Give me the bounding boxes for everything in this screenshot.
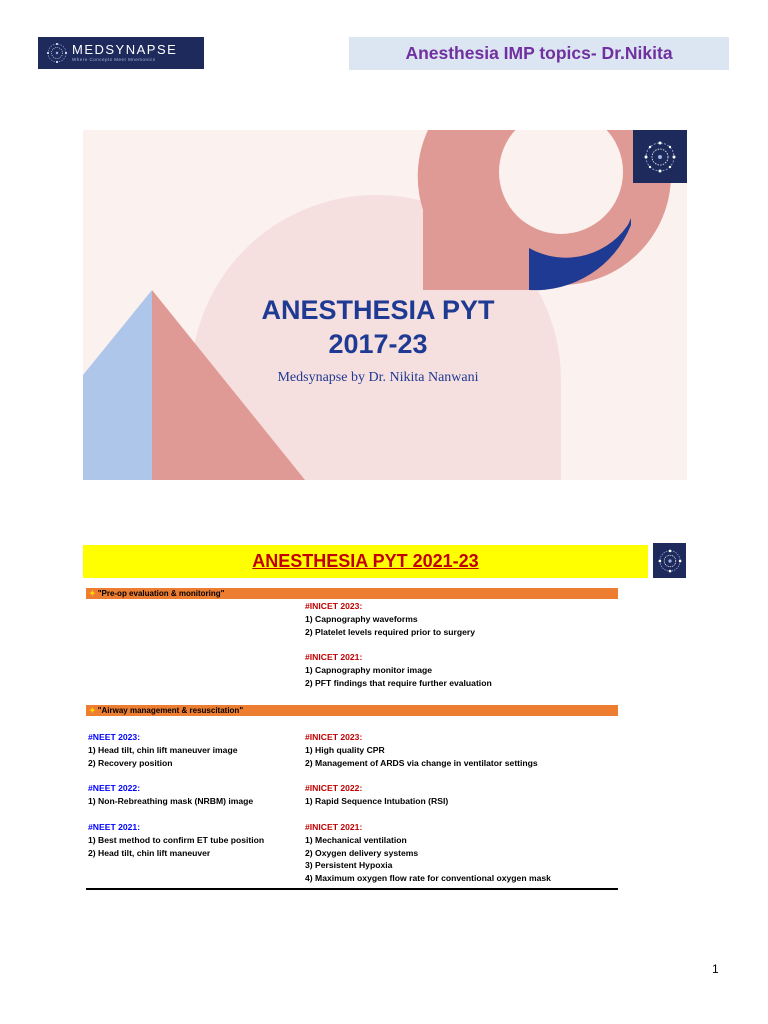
category-label: "Airway management & resuscitation": [97, 706, 244, 715]
brand-name: MEDSYNAPSE: [72, 42, 178, 57]
topic-item: 1) Best method to confirm ET tube position: [88, 834, 265, 845]
network-emblem-icon: [657, 548, 683, 574]
medsynapse-logo: [38, 37, 204, 69]
exam-heading: #NEET 2021:: [88, 821, 141, 832]
exam-heading: #INICET 2021:: [305, 652, 363, 663]
topic-item: 1) High quality CPR: [305, 744, 385, 755]
topic-item: 1) Capnography monitor image: [305, 665, 433, 676]
title-slide: [83, 130, 687, 480]
topic-item: 1) Rapid Sequence Intubation (RSI): [305, 796, 449, 807]
topic-item: 2) Management of ARDS via change in ventilator settings: [305, 757, 538, 768]
sparkle-icon: ✦: [89, 706, 96, 715]
table-bottom-rule: [86, 888, 618, 890]
network-emblem-icon: [46, 42, 68, 64]
topic-item: 3) Persistent Hypoxia: [305, 860, 393, 871]
topic-item: 2) Platelet levels required prior to surgery: [305, 626, 476, 637]
category2-right-column: [305, 731, 551, 885]
topic-item: 1) Head tilt, chin lift maneuver image: [88, 744, 238, 755]
document-title: Anesthesia IMP topics- Dr.Nikita: [405, 43, 673, 63]
slide-title-line1: ANESTHESIA PYT: [261, 295, 495, 325]
slide-subtitle: Medsynapse by Dr. Nikita Nanwani: [277, 370, 479, 385]
document-title-banner: [349, 37, 729, 70]
topic-item: 1) Mechanical ventilation: [305, 834, 407, 845]
exam-heading: #INICET 2022:: [305, 783, 363, 794]
slide-title-line2: 2017-23: [328, 329, 428, 359]
topic-item: 4) Maximum oxygen flow rate for conventional oxygen mask: [305, 873, 551, 884]
topic-item: 2) Head tilt, chin lift maneuver: [88, 847, 211, 858]
category-label: "Pre-op evaluation & monitoring": [97, 589, 225, 598]
network-emblem-icon: [642, 139, 678, 175]
exam-heading: #NEET 2022:: [88, 783, 141, 794]
section-title: ANESTHESIA PYT 2021-23: [252, 551, 479, 571]
topic-item: 2) Recovery position: [88, 757, 173, 768]
topic-item: 1) Capnography waveforms: [305, 613, 418, 624]
topic-item: 2) PFT findings that require further evaluation: [305, 677, 492, 688]
section-heading-bar: [83, 545, 648, 578]
brand-tagline: Where Concepts Meet Mnemonics: [72, 57, 156, 62]
topic-item: 2) Oxygen delivery systems: [305, 847, 419, 858]
exam-heading: #INICET 2023:: [305, 601, 363, 611]
sparkle-icon: ✦: [89, 589, 96, 598]
category2-left-column: [88, 731, 264, 859]
page-number: 1: [712, 962, 719, 976]
slide-title: [193, 293, 563, 361]
exam-heading: #NEET 2023:: [88, 732, 141, 742]
category-bar: [86, 588, 618, 599]
topic-item: 1) Non-Rebreathing mask (NRBM) image: [88, 796, 254, 807]
section-network-badge: [653, 543, 686, 578]
category1-right-column: [305, 600, 492, 690]
exam-heading: #INICET 2021:: [305, 821, 363, 832]
exam-heading: #INICET 2023:: [305, 732, 363, 742]
category-bar: [86, 705, 618, 716]
network-badge: [633, 130, 687, 183]
